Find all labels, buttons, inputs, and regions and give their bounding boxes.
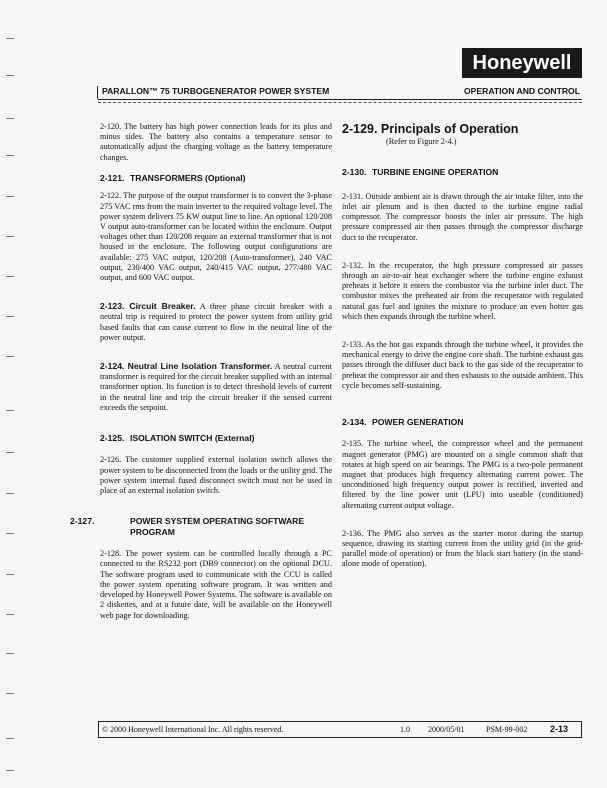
heading-number: 2-121. bbox=[100, 172, 125, 183]
heading-number: 2-130. bbox=[342, 167, 367, 178]
heading-2-134 bbox=[342, 417, 583, 428]
header-rule bbox=[98, 99, 582, 100]
paragraph-2-120: 2-120. The battery has high power connection leads for its plus and minus sides. The battery also contains a temperature sensor to automatically adjust the charging voltage as the battery temperature changes. bbox=[100, 122, 332, 162]
paragraph-2-131: 2-131. Outside ambient air is drawn through the air intake filter, into the inlet air plenum and is then ducted to the turbine engine radial compressor. The compressor boosts the inlet air pressure. The high pressure compressed air then passes through the compressor discharge duct to the recuperator. bbox=[342, 191, 583, 242]
paragraph-2-132: 2-132. In the recuperator, the high pressure compressed air passes through an air-to-air heat exchanger where the turbine engine exhaust preheats it before it enters the combustor via the turbine inlet duct. The combustor mixes the preheated air from the recuperator with regulated natural gas fuel and ignites the mixture to produce an even hotter gas which then expands through the turbine wheel. bbox=[342, 260, 583, 321]
right-column bbox=[342, 122, 583, 580]
header-rule-dashed bbox=[98, 102, 582, 103]
paragraph-body: A three phase circuit breaker with a neutral trip is required to protect the power system from utility grid based faults that can cause current to flow in the neutral line of the power output. bbox=[100, 302, 332, 342]
header-section: OPERATION AND CONTROL bbox=[463, 86, 580, 96]
paragraph-2-122: 2-122. The purpose of the output transformer is to convert the 3-phase 275 VAC rms from the main inverter to the required voltage level. The power system delivers 75 KW output line to line. An optional 120/208 V output auto-transformer can be located within the enclosure. Output voltages other than 120/208 require an external transformer that is not housed in the enclosure. The following output configurations are available: 275 VAC output, 120/208 (Auto-transformer), 240 VAC output, 230/400 VAC output, 240/415 VAC output, 277/480 VAC output, and 600 VAC output. bbox=[100, 191, 332, 282]
header-title: PARALLON™ 75 TURBOGENERATOR POWER SYSTEM bbox=[102, 86, 330, 96]
figure-reference: (Refer to Figure 2-4.) bbox=[386, 137, 457, 146]
heading-number: 2-127. bbox=[70, 516, 95, 527]
heading-number: 2-125. bbox=[100, 432, 125, 443]
margin-registration-marks bbox=[6, 0, 16, 788]
paragraph-2-135: 2-135. The turbine wheel, the compressor wheel and the permanent magnet generator (PMG) are mounted on a single common shaft that rotates at high speed on air bearings. The PMG is a two-pole permanent magnet that produces high frequency alternating current power. The unconditioned high frequency output power is rectified, inverted and filtered by the line power unit (LPU) into useable (conditioned) alternating current output voltage. bbox=[342, 439, 583, 510]
paragraph-2-123 bbox=[100, 301, 332, 343]
heading-title: POWER SYSTEM OPERATING SOFTWARE PROGRAM bbox=[130, 516, 305, 537]
paragraph-2-136: 2-136. The PMG also serves as the starter motor during the startup sequence, drawing its starting current from the utility grid (in the grid-parallel mode of operation) or from the black start battery (in the stand-alone mode of operation). bbox=[342, 528, 583, 569]
heading-2-130 bbox=[342, 167, 583, 178]
paragraph-2-128: 2-128. The power system can be controlled locally through a PC connected to the RS232 port (DB9 connector) on the optional DCU. The software program used to communicate with the CCU is called the power system operating software program. It was written and developed by Honeywell Power Systems. The software is available on 2 diskettes, and at a future date, will be available on the Honeywell web page for downloading. bbox=[100, 549, 332, 620]
left-column bbox=[70, 122, 333, 631]
runin-heading: 2-123. Circuit Breaker. bbox=[100, 301, 196, 312]
heading-2-121 bbox=[100, 173, 332, 184]
page-footer bbox=[98, 721, 582, 737]
heading-title: ISOLATION SWITCH (External) bbox=[130, 432, 255, 443]
paragraph-2-133: 2-133. As the hot gas expands through the turbine wheel, it provides the mechanical energy to drive the engine core shaft. The turbine exhaust gas passes through the diffuser duct back to the gas side of the recuperator to preheat the compressor air and then exhausts to the outside ambient. This cycle becomes self-sustaining. bbox=[342, 339, 583, 390]
heading-2-125 bbox=[100, 433, 332, 444]
honeywell-logo: Honeywell bbox=[462, 48, 582, 78]
footer-copyright: © 2000 Honeywell International Inc. All rights reserved. bbox=[102, 725, 284, 734]
heading-title: POWER GENERATION bbox=[372, 416, 464, 427]
heading-2-129: 2-129. Principals of Operation bbox=[342, 122, 519, 136]
heading-title: TRANSFORMERS (Optional) bbox=[130, 172, 246, 183]
footer-revision: 1.0 bbox=[400, 725, 410, 734]
paragraph-body: A neutral current transformer is required for the circuit breaker supplied with an internal transformer option. Its function is to detect threshold levels of current in the neutral line and trip the circuit breaker if the sensed current exceeds the setpoint. bbox=[100, 361, 332, 412]
footer-date: 2000/05/01 bbox=[428, 725, 465, 734]
paragraph-2-126: 2-126. The customer supplied external isolation switch allows the power system to be disconnected from the loads or the utility grid. The power system internal fused disconnect switch must not be used in place of an external isolation switch. bbox=[100, 455, 333, 496]
paragraph-2-124 bbox=[100, 361, 332, 413]
page-header bbox=[98, 84, 582, 98]
runin-heading: 2-124. Neutral Line Isolation Transformer. bbox=[100, 360, 273, 371]
heading-title: TURBINE ENGINE OPERATION bbox=[372, 167, 499, 178]
footer-page-number: 2-13 bbox=[550, 724, 569, 734]
heading-2-127 bbox=[70, 516, 332, 537]
footer-document-number: PSM-99-002 bbox=[486, 725, 528, 734]
heading-number: 2-134. bbox=[342, 416, 367, 427]
